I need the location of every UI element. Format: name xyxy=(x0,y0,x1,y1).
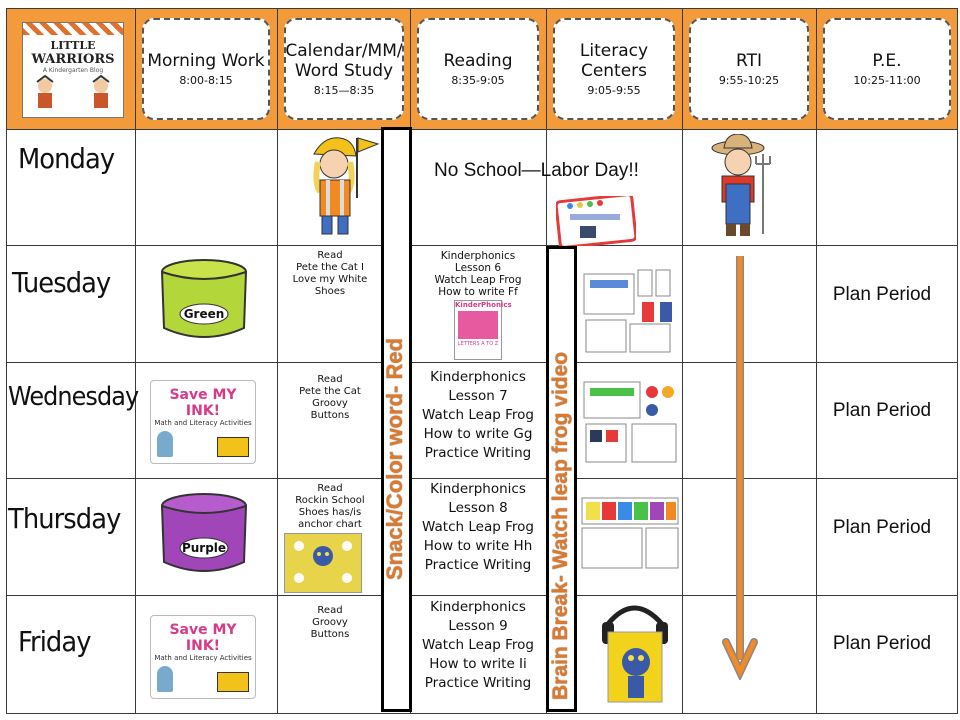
header-morning-work: Morning Work 8:00-8:15 xyxy=(142,18,270,120)
calendar-wed: Read Pete the Cat Groovy Buttons xyxy=(299,374,361,421)
header-calendar: Calendar/MM/ Word Study 8:15—8:35 xyxy=(284,18,404,120)
save-my-ink-cover: Save MY INK! Math and Literacy Activities xyxy=(150,615,256,699)
plan-period-thu: Plan Period xyxy=(832,517,932,538)
literacy-center-sheet-icon xyxy=(582,380,680,466)
pete-cat-icon xyxy=(285,534,361,592)
header-pe: P.E. 10:25-11:00 xyxy=(823,18,951,120)
day-tuesday: Tuesday xyxy=(12,266,111,299)
day-monday: Monday xyxy=(18,142,115,175)
header-reading: Reading 8:35-9:05 xyxy=(417,18,539,120)
grid-line xyxy=(816,8,817,714)
pete-anchor-chart xyxy=(284,533,362,593)
plan-period-fri: Plan Period xyxy=(832,633,932,654)
day-thursday: Thursday xyxy=(8,502,121,535)
monday-note: No School—Labor Day!! xyxy=(434,160,639,181)
color-words-cards-icon xyxy=(580,496,682,572)
literacy-center-sheet-icon xyxy=(582,268,680,356)
grid-line xyxy=(957,8,958,714)
brain-break-label: Brain Break- Watch leap frog video xyxy=(549,351,572,700)
reading-fri: Kinderphonics Lesson 9 Watch Leap Frog How to write Ii Practice Writing xyxy=(422,599,534,691)
day-wednesday: Wednesday xyxy=(8,382,139,412)
grid-line xyxy=(135,8,136,714)
purple-label: Purple xyxy=(181,541,227,555)
farmer-icon xyxy=(706,134,776,240)
grid-line xyxy=(277,8,278,714)
calendar-thu: Read Rockin School Shoes has/is anchor chart xyxy=(295,483,365,530)
down-arrow-icon xyxy=(720,250,760,680)
calendar-tue: Read Pete the Cat I Love my White Shoes xyxy=(292,250,368,297)
plan-period-tue: Plan Period xyxy=(832,284,932,305)
calendar-fri: Read Groovy Buttons xyxy=(310,605,350,640)
reading-wed: Kinderphonics Lesson 7 Watch Leap Frog How to write Gg Practice Writing xyxy=(422,369,534,461)
green-playdough-icon xyxy=(158,256,250,344)
reading-thu: Kinderphonics Lesson 8 Watch Leap Frog How to write Hh Practice Writing xyxy=(422,481,534,573)
header-literacy-centers: Literacy Centers 9:05-9:55 xyxy=(553,18,675,120)
day-friday: Friday xyxy=(18,625,91,658)
literacy-card-icon xyxy=(556,196,636,246)
green-label: Green xyxy=(183,307,225,321)
kids-icon xyxy=(23,74,123,110)
construction-worker-icon xyxy=(294,132,384,242)
reading-tue: Kinderphonics Lesson 6 Watch Leap Frog How to write Ff xyxy=(434,250,522,298)
pete-the-cat-book-icon xyxy=(600,598,670,706)
header-rti: RTI 9:55-10:25 xyxy=(689,18,809,120)
grid-line xyxy=(682,8,683,714)
save-my-ink-cover: Save MY INK! Math and Literacy Activities xyxy=(150,380,256,464)
plan-period-wed: Plan Period xyxy=(832,400,932,421)
purple-playdough-icon xyxy=(158,490,250,578)
snack-color-word-label: Snack/Color word- Red xyxy=(382,337,407,580)
little-warriors-logo: LITTLE WARRIORS A Kindergarten Blog xyxy=(22,22,124,118)
grid-line xyxy=(6,8,7,714)
kinderphonics-book: KinderPhonics LETTERS A TO Z xyxy=(454,300,502,360)
